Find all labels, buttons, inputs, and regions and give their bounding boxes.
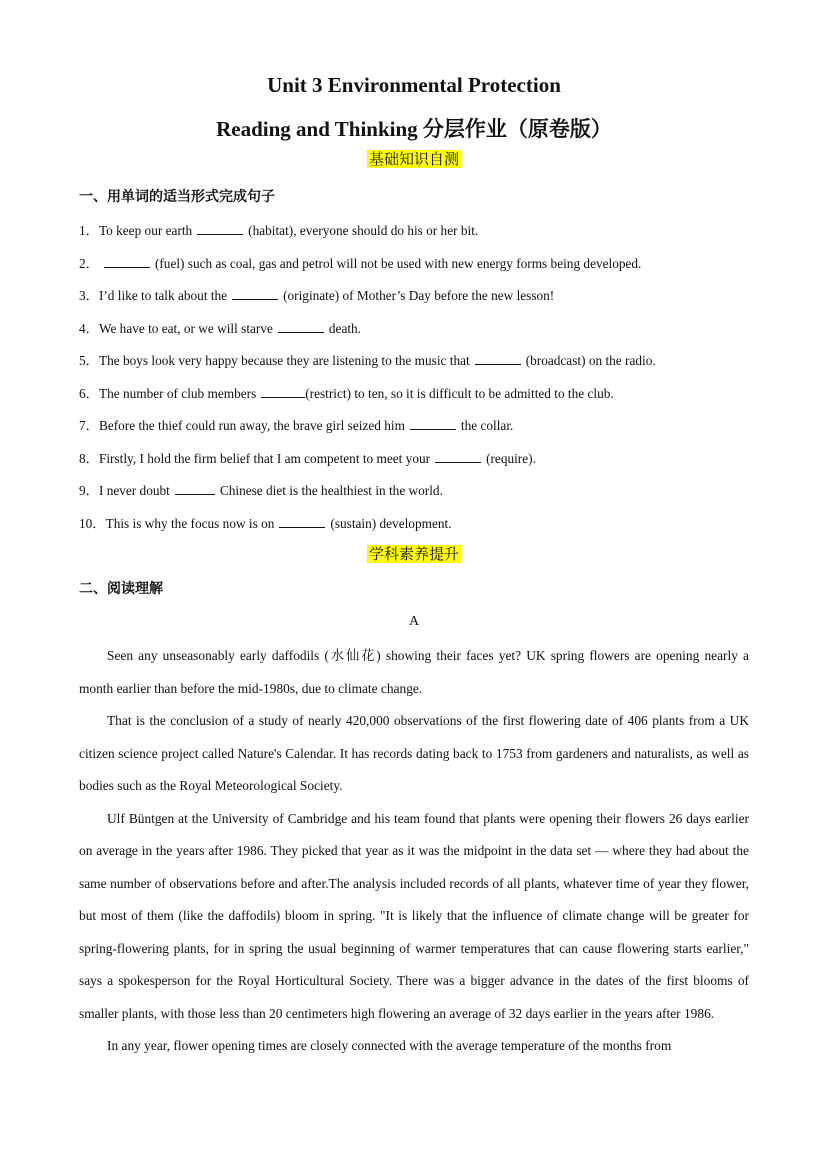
answer-blank[interactable] [261,383,305,398]
tag-subject-literacy [79,543,749,565]
item-text-after: (restrict) to ten, so it is difficult to be admitted to the club. [305,385,614,401]
reading-passage [79,640,749,1063]
item-number: 4． [79,320,99,336]
item-text-after: (broadcast) on the radio. [525,353,656,368]
item-number: 6． [79,385,99,401]
answer-blank[interactable] [104,253,150,268]
item-text-after: (require). [486,450,536,466]
item-text-after: (fuel) such as coal, gas and petrol will not be used with new energy forms being developed. [154,255,642,271]
exercise-item [79,415,749,448]
passage-paragraph: Ulf Büntgen at the University of Cambridge and his team found that plants were opening their flowers 26 days earlier on average in the years after 1986. They picked that year as it was the midpoint in the data set — where they had about the same number of observations before and after.The analysis included records of all plants, whatever time of year they flower, but most of them (like the daffodils) bloom in spring. "It is likely that the influence of climate change will be greater for spring-flowering plants, for in spring the usual beginning of warmer temperatures that can cause flowering starts earlier," says a spokesperson for the Royal Horticultural Society. There was a bigger advance in the dates of the first blooms of smaller plants, with those less than 20 centimeters high flowering an average of 32 days earlier in the years after 1986. [79,810,749,1021]
item-text-before: We have to eat, or we will starve [98,320,273,336]
exercise-item [79,448,749,481]
exercise-item [79,480,749,513]
answer-blank[interactable] [175,480,215,495]
item-text-before: I never doubt [98,483,170,498]
item-text-after: the collar. [460,418,514,433]
passage-paragraph: That is the conclusion of a study of nearly 420,000 observations of the first flowering date of 406 plants from a UK citizen science project called Nature's Calendar. It has records dating back to 1753 from gardeners and naturalists, as well as bodies such as the Royal Meteorological Society. [79,713,749,793]
answer-blank[interactable] [279,513,325,528]
passage-label: A [408,614,420,629]
exercise-item [79,285,749,318]
answer-blank[interactable] [435,448,481,463]
item-number: 10． [79,515,106,531]
exercise-item [79,318,749,351]
item-number: 8． [79,450,99,466]
exercise-item [79,220,749,253]
item-text-before: To keep our earth [98,223,193,238]
passage-paragraph: Seen any unseasonably early daffodils (水仙花) showing their faces yet? UK spring flowers are opening nearly a month earlier than before the mid-1980s, due to climate change. [79,648,749,696]
exercise-item [79,513,749,546]
item-text-after: (sustain) development. [330,515,452,531]
section1-heading: 一、用单词的适当形式完成句子 [79,189,275,205]
item-text-after: (habitat), everyone should do his or her bit. [248,223,479,238]
exercise-item [79,253,749,286]
passage-paragraph: In any year, flower opening times are closely connected with the average temperature of the months from [107,1038,672,1053]
exercise-list [79,220,749,545]
item-text-before: This is why the focus now is on [105,515,275,531]
item-text-before: Firstly, I hold the firm belief that I am competent to meet your [98,450,431,466]
section2-heading: 二、阅读理解 [79,581,163,597]
item-number: 7． [79,418,99,433]
answer-blank[interactable] [278,318,324,333]
exercise-item [79,383,749,416]
item-number: 3． [79,288,99,303]
item-text-before: The number of club members [98,385,257,401]
item-text-after: death. [328,320,362,336]
tag-basic-knowledge [79,148,749,170]
title-unit: Unit 3 Environmental Protection [267,73,561,97]
item-number: 2． [79,255,99,271]
item-text-before: The boys look very happy because they are listening to the music that [98,353,470,368]
answer-blank[interactable] [410,415,456,430]
tag-basic-label: 基础知识自测 [368,150,459,168]
title-lesson: Reading and Thinking 分层作业（原卷版） [216,117,612,141]
answer-blank[interactable] [475,350,521,365]
tag-advanced-label: 学科素养提升 [368,545,459,563]
item-text-before: Before the thief could run away, the brave girl seized him [98,418,405,433]
item-number: 1． [79,223,99,238]
answer-blank[interactable] [232,285,278,300]
answer-blank[interactable] [197,220,243,235]
item-text-after: (originate) of Mother’s Day before the new lesson! [283,288,555,303]
exercise-item [79,350,749,383]
item-text-after: Chinese diet is the healthiest in the world. [219,483,443,498]
item-text-before: I’d like to talk about the [98,288,228,303]
item-number: 9． [79,483,99,498]
item-number: 5． [79,353,99,368]
